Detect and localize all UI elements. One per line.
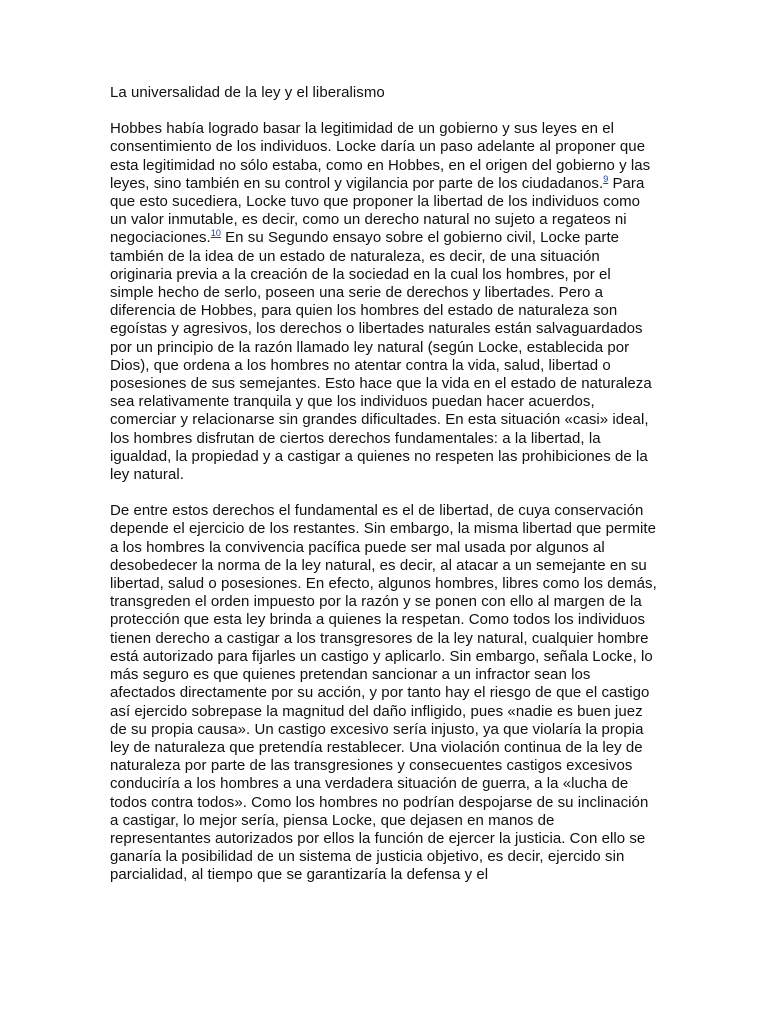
footnote-link-10[interactable]: 10 bbox=[210, 228, 221, 239]
paragraph-1-text-a: Hobbes había logrado basar la legitimidad de un gobierno y sus leyes en el consentimiento de los individuos. Locke daría un paso adelante al proponer que esta legitimidad no sólo estaba, como en Hobbes, en el origen del gobierno y las leyes, sino también en su control y vigilancia por parte de los ciudadanos. bbox=[110, 120, 651, 192]
paragraph-2: De entre estos derechos el fundamental es el de libertad, de cuya conservación depende el ejercicio de los restantes. Sin embargo, la misma libertad que permite a los hombres la convivencia pacífica puede ser mal usada por algunos al desobedecer la norma de la ley natural, es decir, al atacar a un semejante en su libertad, salud o posesiones. En efecto, algunos hombres, libres como los demás, transgreden el orden impuesto por la razón y se ponen con ello al margen de la protección que esta ley brinda a quienes la respetan. Como todos los individuos tienen derecho a castigar a los transgresores de la ley natural, cualquier hombre está autorizado para fijarles un castigo y aplicarlo. Sin embargo, señala Locke, lo más seguro es que quienes pretendan sancionar a un infractor sean los afectados directamente por su acción, y por tanto hay el riesgo de que el castigo así ejercido sobrepase la magnitud del daño infligido, pues «nadie es buen juez de su propia causa». Un castigo excesivo sería injusto, ya que violaría la propia ley de naturaleza que pretendía restablecer. Una violación continua de la ley de naturaleza por parte de las transgresiones y consecuentes castigos excesivos conduciría a los hombres a una verdadera situación de guerra, a la «lucha de todos contra todos». Como los hombres no podrían despojarse de su inclinación a castigar, lo mejor sería, piensa Locke, que dejasen en manos de representantes autorizados por ellos la función de ejercer la justicia. Con ello se ganaría la posibilidad de un sistema de justicia objetivo, es decir, ejercido sin parcialidad, al tiempo que se garantizaría la defensa y el bbox=[110, 502, 657, 884]
paragraph-1 bbox=[110, 120, 658, 484]
paragraph-1-text-c: En su Segundo ensayo sobre el gobierno civil, Locke parte también de la idea de un estado de naturaleza, es decir, de una situación originaria previa a la creación de la sociedad en la cual los hombres, por el simple hecho de serlo, poseen una serie de derechos y libertades. Pero a diferencia de Hobbes, para quien los hombres del estado de naturaleza son egoístas y agresivos, los derechos o libertades naturales están salvaguardados por un principio de la razón llamado ley natural (según Locke, establecida por Dios), que ordena a los hombres no atentar contra la vida, salud, libertad o posesiones de sus semejantes. Esto hace que la vida en el estado de naturaleza sea relativamente tranquila y que los individuos puedan hacer acuerdos, comerciar y relacionarse sin grandes dificultades. En esta situación «casi» ideal, los hombres disfrutan de ciertos derechos fundamentales: a la libertad, la igualdad, la propiedad y a castigar a quienes no respeten las prohibiciones de la ley natural. bbox=[110, 229, 652, 484]
document-body bbox=[110, 84, 658, 903]
document-title: La universalidad de la ley y el liberalismo bbox=[110, 84, 385, 101]
footnote-link-9[interactable]: 9 bbox=[603, 173, 609, 184]
paragraph-1-text-b: Para que esto sucediera, Locke tuvo que proponer la libertad de los individuos como un valor inmutable, es decir, como un derecho natural no sujeto a regateos ni negociaciones. bbox=[110, 174, 645, 247]
